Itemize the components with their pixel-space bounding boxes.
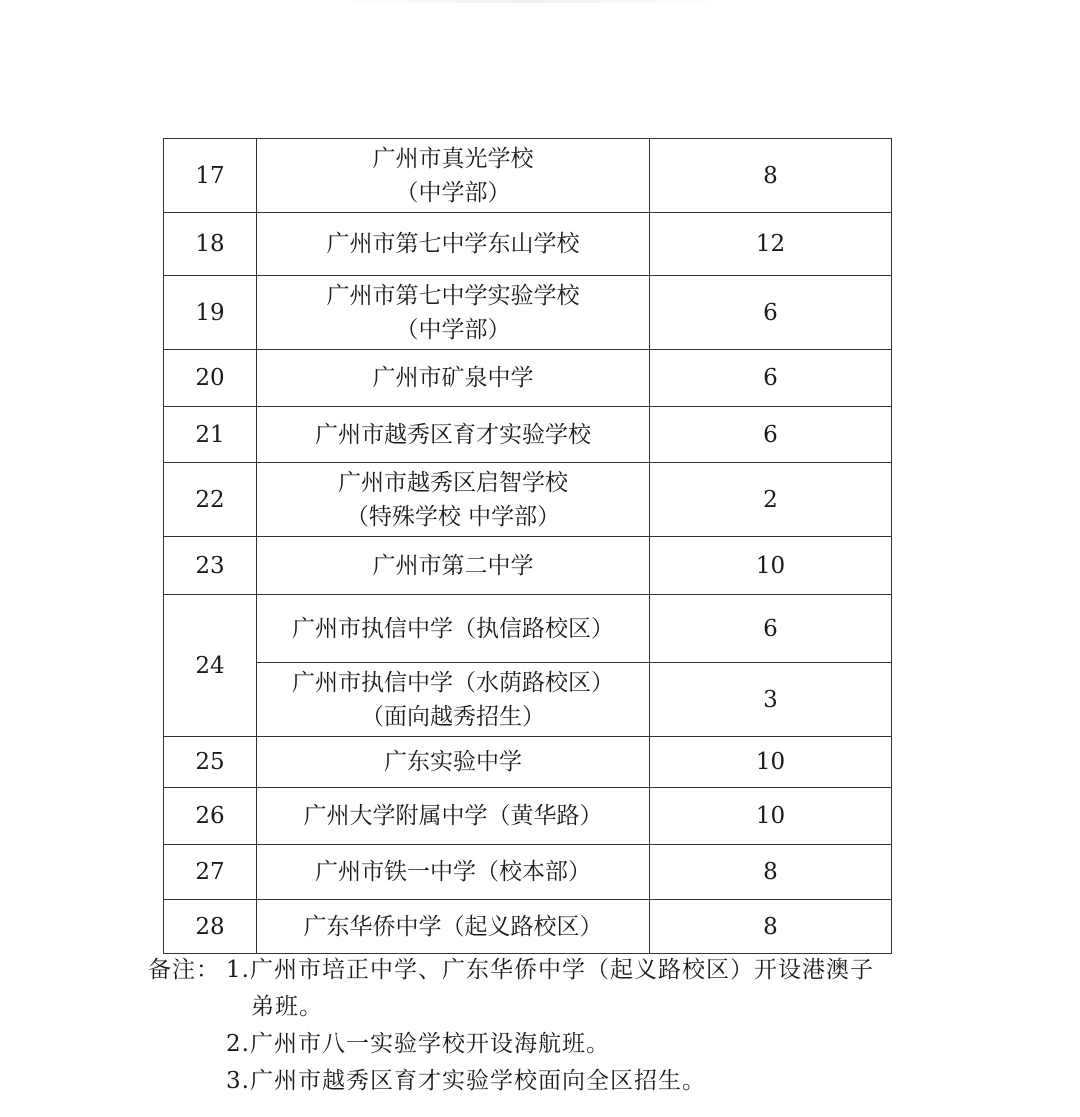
- school-name: [257, 139, 650, 213]
- row-number: 21: [164, 407, 257, 463]
- school-name-line: （面向越秀招生）: [361, 703, 545, 730]
- quota-count: 6: [650, 407, 892, 463]
- school-name-line: 广州市执信中学（执信路校区）: [292, 615, 614, 642]
- table-row: [164, 900, 892, 954]
- table-row: [164, 595, 892, 663]
- note-item-1: [148, 952, 908, 989]
- quota-count: 10: [650, 737, 892, 788]
- note-text: 1.广州市培正中学、广东华侨中学（起义路校区）开设港澳子: [226, 957, 874, 983]
- school-name-line: 广州市第二中学: [372, 552, 534, 579]
- school-name: [257, 663, 650, 737]
- school-name: [257, 737, 650, 788]
- note-item-2: 2.广州市八一实验学校开设海航班。: [226, 1031, 610, 1057]
- school-name-line: （中学部）: [395, 179, 511, 206]
- quota-count: 3: [650, 663, 892, 737]
- school-name: [257, 788, 650, 845]
- school-name-line: 广东实验中学: [384, 749, 522, 775]
- school-name-line: 广州大学附属中学（黄华路）: [303, 803, 603, 829]
- table-row: [164, 663, 892, 737]
- school-name: [257, 595, 650, 663]
- quota-count: 12: [650, 213, 892, 276]
- school-name: [257, 213, 650, 276]
- table-row: [164, 537, 892, 595]
- quota-count: 8: [650, 900, 892, 954]
- quota-count: 6: [650, 276, 892, 350]
- quota-count: 6: [650, 595, 892, 663]
- school-name-line: 广东华侨中学（起义路校区）: [303, 913, 603, 940]
- table-row: [164, 737, 892, 788]
- school-name: [257, 276, 650, 350]
- school-name: [257, 407, 650, 463]
- school-name: [257, 900, 650, 954]
- quota-count: 2: [650, 463, 892, 537]
- table-row: [164, 276, 892, 350]
- school-name-line: 广州市铁一中学（校本部）: [315, 859, 591, 885]
- school-name-line: （特殊学校 中学部）: [345, 503, 561, 530]
- row-number: 20: [164, 350, 257, 407]
- school-name-line: 广州市第七中学实验学校: [326, 282, 580, 309]
- quota-count: 6: [650, 350, 892, 407]
- school-name: [257, 537, 650, 595]
- row-number: 28: [164, 900, 257, 954]
- row-number: 18: [164, 213, 257, 276]
- row-number: 26: [164, 788, 257, 845]
- scan-edge-shadow: [330, 0, 730, 3]
- table-row: [164, 463, 892, 537]
- row-number: 22: [164, 463, 257, 537]
- notes-label: 备注：: [148, 957, 220, 983]
- quota-count: 10: [650, 788, 892, 845]
- note-item-1-continued: 弟班。: [251, 994, 323, 1020]
- row-number: 27: [164, 845, 257, 900]
- school-name-line: （中学部）: [395, 316, 511, 343]
- quota-count: 8: [650, 845, 892, 900]
- school-name: [257, 350, 650, 407]
- row-number: 24: [164, 595, 257, 737]
- table-row: [164, 788, 892, 845]
- quota-count: 10: [650, 537, 892, 595]
- row-number: 23: [164, 537, 257, 595]
- school-name-line: 广州市真光学校: [372, 145, 534, 172]
- row-number: 19: [164, 276, 257, 350]
- table-row: [164, 350, 892, 407]
- table-row: [164, 845, 892, 900]
- school-name-line: 广州市矿泉中学: [372, 365, 534, 391]
- school-name: [257, 845, 650, 900]
- note-item-3: 3.广州市越秀区育才实验学校面向全区招生。: [226, 1068, 706, 1094]
- table-row: [164, 139, 892, 213]
- quota-count: 8: [650, 139, 892, 213]
- row-number: 25: [164, 737, 257, 788]
- school-name-line: 广州市执信中学（水荫路校区）: [292, 669, 614, 696]
- school-name-line: 广州市越秀区启智学校: [338, 469, 568, 496]
- school-name-line: 广州市第七中学东山学校: [326, 231, 580, 257]
- school-name: [257, 463, 650, 537]
- row-number: 17: [164, 139, 257, 213]
- table-row: [164, 213, 892, 276]
- notes-section: [148, 952, 908, 1100]
- school-name-line: 广州市越秀区育才实验学校: [315, 421, 591, 448]
- school-quota-table: [163, 138, 892, 954]
- table-row: [164, 407, 892, 463]
